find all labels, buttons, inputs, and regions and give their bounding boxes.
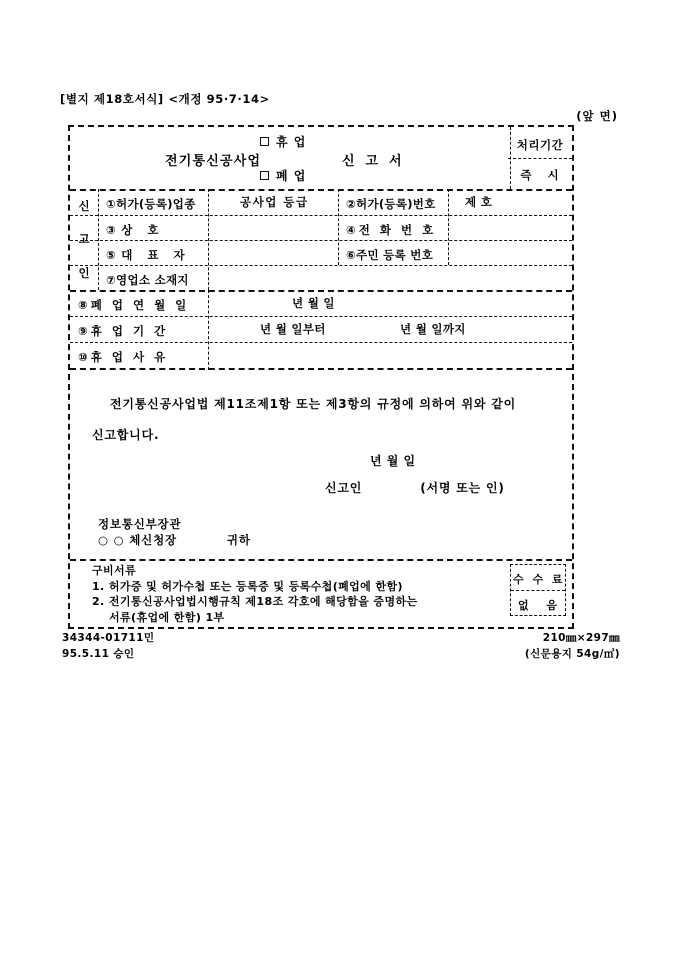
footer-left [62,630,154,662]
signer-label: 신고인 [325,481,363,495]
divider-applicant-row-2 [70,240,572,241]
divider-col-label-2 [338,189,339,265]
declaration-line-2: 신고합니다. [92,428,160,442]
signer-line [325,479,505,496]
divider-closure-col [208,290,209,370]
field-label-resident-number: ⑥주민 등록 번호 [346,248,434,262]
field-label-representative: ⑤대 표 자 [106,248,191,262]
footer-paper-size: 210㎜×297㎜ [542,632,620,644]
divider-closure-block-end [70,368,572,370]
footer-paper-spec: (신문용지 54g/㎡) [524,648,620,660]
processing-period-box [508,127,572,189]
required-documents-item-2-cont: 서류(휴업에 한함) 1부 [109,610,225,624]
checkbox-option-closure[interactable] [260,167,306,184]
field-label-license-number: ②허가(등록)번호 [346,197,436,211]
checkbox-option-suspension[interactable] [260,133,306,150]
title-area [70,127,510,189]
vertical-label-char-2: 고 [78,232,90,247]
field-value-construction-grade: 공사업 등급 [240,195,309,209]
field-label-office-address: ⑦영업소 소재지 [106,273,189,287]
field-value-suspension-from: 년 월 일부터 [260,322,326,336]
vertical-label-char-3: 인 [78,266,90,281]
form-title-report-word: 신 고 서 [342,154,405,169]
fee-header: 수 수 료 [513,573,566,586]
form-business-title: 전기통신공사업 [165,154,262,169]
field-label-suspension-reason: ⑩휴 업 사 유 [78,350,169,364]
field-value-closure-date: 년 월 일 [292,296,335,310]
required-documents-text [92,563,502,625]
field-label-closure-date: ⑧폐 업 연 월 일 [78,298,190,312]
main-form-frame [68,125,574,629]
field-label-company-name: ③상 호 [106,223,164,237]
addressee-block [98,517,251,548]
addressee-minister: 정보통신부장관 [98,517,182,531]
footer-doc-number: 34344-01711민 [62,632,155,644]
seal-note: (서명 또는 인) [420,481,505,495]
footer-right [525,630,620,662]
divider-below-title [70,189,572,191]
footer-approval-date: 95.5.11 승인 [62,648,135,660]
addressee-office [98,533,251,549]
signature-date-line: 년 월 일 [370,454,416,468]
processing-period-value: 즉 시 [520,168,565,182]
field-label-license-type: ①허가(등록)업종 [106,197,196,211]
required-documents-heading: 구비서류 [92,564,137,577]
divider-applicant-row-1 [70,215,572,216]
field-label-suspension-period: ⑨휴 업 기 간 [78,324,169,338]
page-side-mark: (앞 면) [576,109,618,123]
vertical-label-char-1: 신 [78,198,90,213]
form-reference-header: [별지 제18호서식] <개정 95·7·14> [60,92,270,106]
field-value-suspension-to: 년 월 일까지 [400,322,466,336]
divider-closure-row-2 [70,342,572,343]
divider-applicant-block-end [70,290,572,292]
addressee-office-label: ○ ○ 체신청장 [98,532,177,547]
required-documents-section [70,559,572,630]
processing-period-header: 처리기간 [516,138,564,152]
fee-value: 없 음 [517,599,565,612]
required-documents-item-1: 1. 허가증 및 허가수첩 또는 등록증 및 등록수첩(폐업에 한함) [92,579,403,593]
field-value-license-number: 제 호 [465,195,493,209]
divider-proc-inner [508,158,572,159]
declaration-line-1: 전기통신공사업법 제11조제1항 또는 제3항의 규정에 의하여 위와 같이 [110,397,517,411]
declaration-statement [92,389,562,451]
checkbox-square-icon[interactable] [260,171,269,180]
field-label-phone-number: ④전 화 번 호 [346,223,437,237]
divider-applicant-row-3 [70,265,572,266]
checkbox-square-icon[interactable] [260,137,269,146]
divider-col-value-2 [448,189,449,265]
checkbox-label: 폐 업 [276,169,307,183]
checkbox-label: 휴 업 [276,135,307,149]
divider-fee-inner [511,590,565,591]
addressee-honorific: 귀하 [226,532,251,547]
divider-closure-row-1 [70,316,572,317]
fee-box [510,564,566,616]
required-documents-item-2: 2. 전기통신공사업법시행규칙 제18조 각호에 해당함을 증명하는 [92,595,418,608]
